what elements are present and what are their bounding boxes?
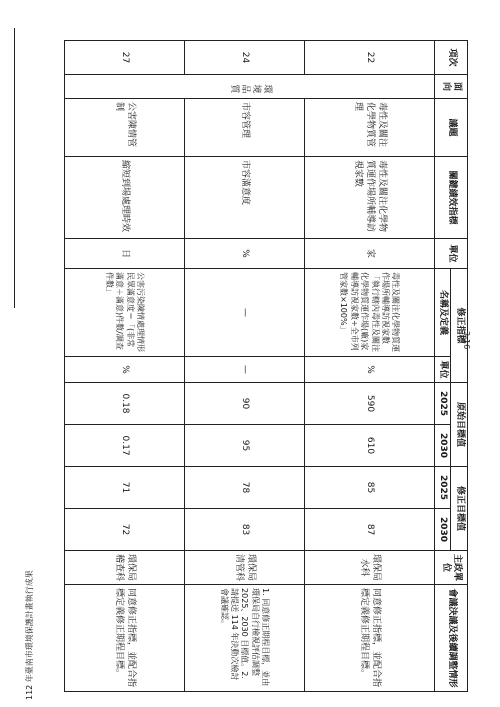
cell-unit: % <box>184 239 304 269</box>
cell-rev-2030: 83 <box>184 509 304 551</box>
cell-kpi: 市容滿意度 <box>184 157 304 239</box>
col-name-def: 名稱及定義 <box>434 269 451 357</box>
col-rev-2030: 2030 <box>434 509 451 551</box>
cell-rev-2025: 85 <box>304 467 434 509</box>
cell-lead-unit: 環保局稽查科 <box>64 551 184 585</box>
col-ind-unit: 單位 <box>434 357 451 383</box>
table-row <box>64 41 184 692</box>
col-aspect: 面向 <box>434 75 467 99</box>
col-decision: 會議決議及後續調整情形 <box>434 585 467 692</box>
col-revised-indicator: 修正指標 <box>451 269 468 383</box>
col-issue: 議題 <box>434 99 467 157</box>
cell-unit: 家 <box>304 239 434 269</box>
cell-name-def: 公害污染陳情處理情形民眾滿意度＝「(非常滿意＋滿意)件數/調查件數」 <box>64 269 184 357</box>
cell-decision: 1. 同意修正期程目標，並由環保局自行檢視評估調整 2025、2030 目標值。2. 請提送 114 年決動次檢討會議確認。 <box>184 585 304 692</box>
col-kpi: 關鍵績效指標 <box>434 157 467 239</box>
page-number: 3-16 <box>462 331 471 350</box>
cell-name-def: — <box>184 269 304 357</box>
cell-kpi: 毒性及關注化學物質運作場所輔導訪視家數 <box>304 157 434 239</box>
cell-lead-unit: 環保局水科 <box>304 551 434 585</box>
cell-rev-2030: 72 <box>64 509 184 551</box>
cell-rev-2030: 87 <box>304 509 434 551</box>
cell-name-def: 毒性及關注化學物質運作場所輔導訪視家數「執行轄內毒性及關注化學物質運作場(廠)家輔導訪視家數÷全市列管家數×100%」 <box>304 269 434 357</box>
col-original-target: 原始目標值 <box>451 383 468 467</box>
cell-issue: 公害陳情管制 <box>64 99 184 157</box>
cell-unit: 日 <box>64 239 184 269</box>
cell-rev-2025: 78 <box>184 467 304 509</box>
cell-item: 24 <box>184 41 304 75</box>
rotated-page <box>24 40 468 691</box>
cell-orig-2025: 590 <box>304 383 434 425</box>
cell-orig-2030: 610 <box>304 425 434 467</box>
cell-ind-unit: % <box>64 357 184 383</box>
col-rev-2025: 2025 <box>434 467 451 509</box>
col-unit: 單位 <box>434 239 467 269</box>
col-revised-target: 修正目標值 <box>451 467 468 551</box>
cell-issue: 毒性及關注化學物質管理 <box>304 99 434 157</box>
table-row <box>304 41 434 692</box>
col-orig-2025: 2025 <box>434 383 451 425</box>
cell-ind-unit: — <box>184 357 304 383</box>
cell-orig-2030: 95 <box>184 425 304 467</box>
cell-rev-2025: 71 <box>64 467 184 509</box>
cell-decision: 同意修正指標，並配合指標定義修正期程目標。 <box>304 585 434 692</box>
cell-orig-2030: 0.17 <box>64 425 184 467</box>
indicator-table <box>64 40 468 692</box>
table-row <box>184 41 304 692</box>
cell-issue: 市容管理 <box>184 99 304 157</box>
cell-orig-2025: 0.18 <box>64 383 184 425</box>
cell-lead-unit: 環保局清管科 <box>184 551 304 585</box>
cell-decision: 同意修正指標，並配合指標定義修正期程目標。 <box>64 585 184 692</box>
cell-item: 27 <box>64 41 184 75</box>
aspect-label: 環境品質 <box>229 82 274 93</box>
col-lead-unit: 主政單位 <box>434 551 467 585</box>
col-orig-2030: 2030 <box>434 425 451 467</box>
cell-ind-unit: % <box>304 357 434 383</box>
col-item: 項次 <box>434 41 467 75</box>
document-header: 112 年臺南市環境保護計畫執行成果 <box>25 570 34 700</box>
cell-item: 22 <box>304 41 434 75</box>
cell-orig-2025: 90 <box>184 383 304 425</box>
cell-kpi: 縮短到場處理時效 <box>64 157 184 239</box>
cell-aspect <box>64 75 434 99</box>
header-rule <box>14 28 15 308</box>
